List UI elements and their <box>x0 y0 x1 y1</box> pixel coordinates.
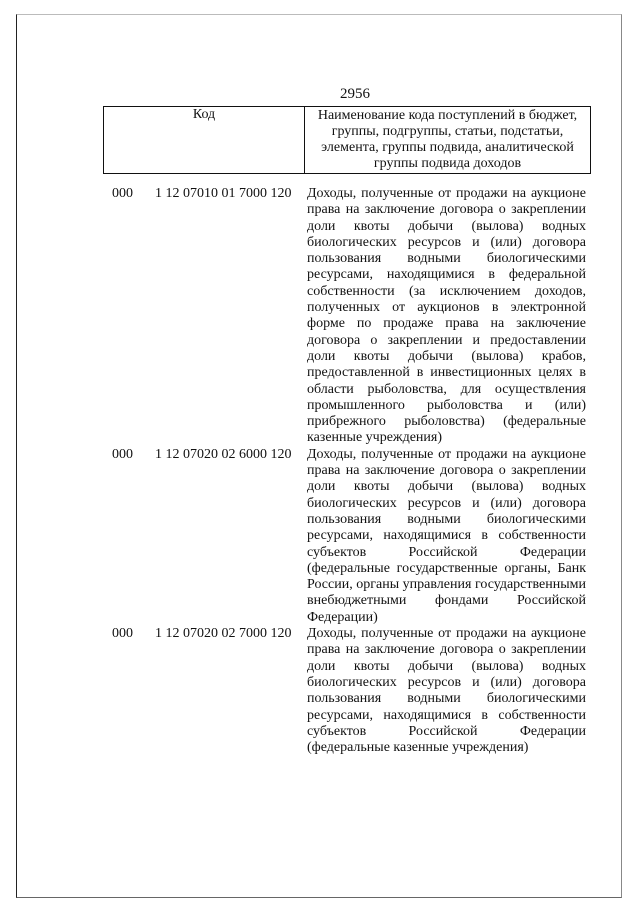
table-row <box>0 186 640 447</box>
revenue-description: Доходы, полученные от продажи на аукционе права на заключение договора о закреплении доли квоты добычи (вылова) водных биологических ресурсов и (или) договора пользования водными биологическими ресурсами, находящимися в федеральной собственности (за исключением доходов, полученных от аукционов в электронной форме по продаже права на заключение договора о закреплении и предоставлении доли квоты добычи (вылова) крабов, предоставленной в инвестиционных целях в области рыболовства, для осуществления промышленного рыболовства и (или) прибрежного рыболовства) (федеральные казенные учреждения) <box>307 186 586 446</box>
admin-code: 000 <box>112 626 133 642</box>
table-header <box>103 106 591 174</box>
table-row <box>0 447 640 626</box>
table-body <box>0 186 640 756</box>
revenue-code: 1 12 07020 02 7000 120 <box>155 626 292 642</box>
table-row <box>0 626 640 756</box>
page-number: 2956 <box>340 86 370 102</box>
revenue-description: Доходы, полученные от продажи на аукционе права на заключение договора о закреплении доли квоты добычи (вылова) водных биологических ресурсов и (или) договора пользования водными биологическими ресурсами, находящимися в собственности субъектов Российской Федерации (федеральные казенные учреждения) <box>307 626 586 756</box>
admin-code: 000 <box>112 446 133 462</box>
header-row <box>104 107 591 174</box>
revenue-code: 1 12 07020 02 6000 120 <box>155 446 292 462</box>
revenue-code: 1 12 07010 01 7000 120 <box>155 186 292 201</box>
code-column-header: Код <box>104 107 305 174</box>
name-column-header: Наименование кода поступлений в бюджет, группы, подгруппы, статьи, подстатьи, элемента, группы подвида, аналитической группы подвида доходов <box>305 107 591 174</box>
admin-code: 000 <box>112 186 133 201</box>
revenue-description: Доходы, полученные от продажи на аукционе права на заключение договора о закреплении доли квоты добычи (вылова) водных биологических ресурсов и (или) договора пользования водными биологическими ресурсами, находящимися в собственности субъектов Российской Федерации (федеральные государственные органы, Банк России, органы управления государственными внебюджетными фондами Российской Федерации) <box>307 446 586 625</box>
